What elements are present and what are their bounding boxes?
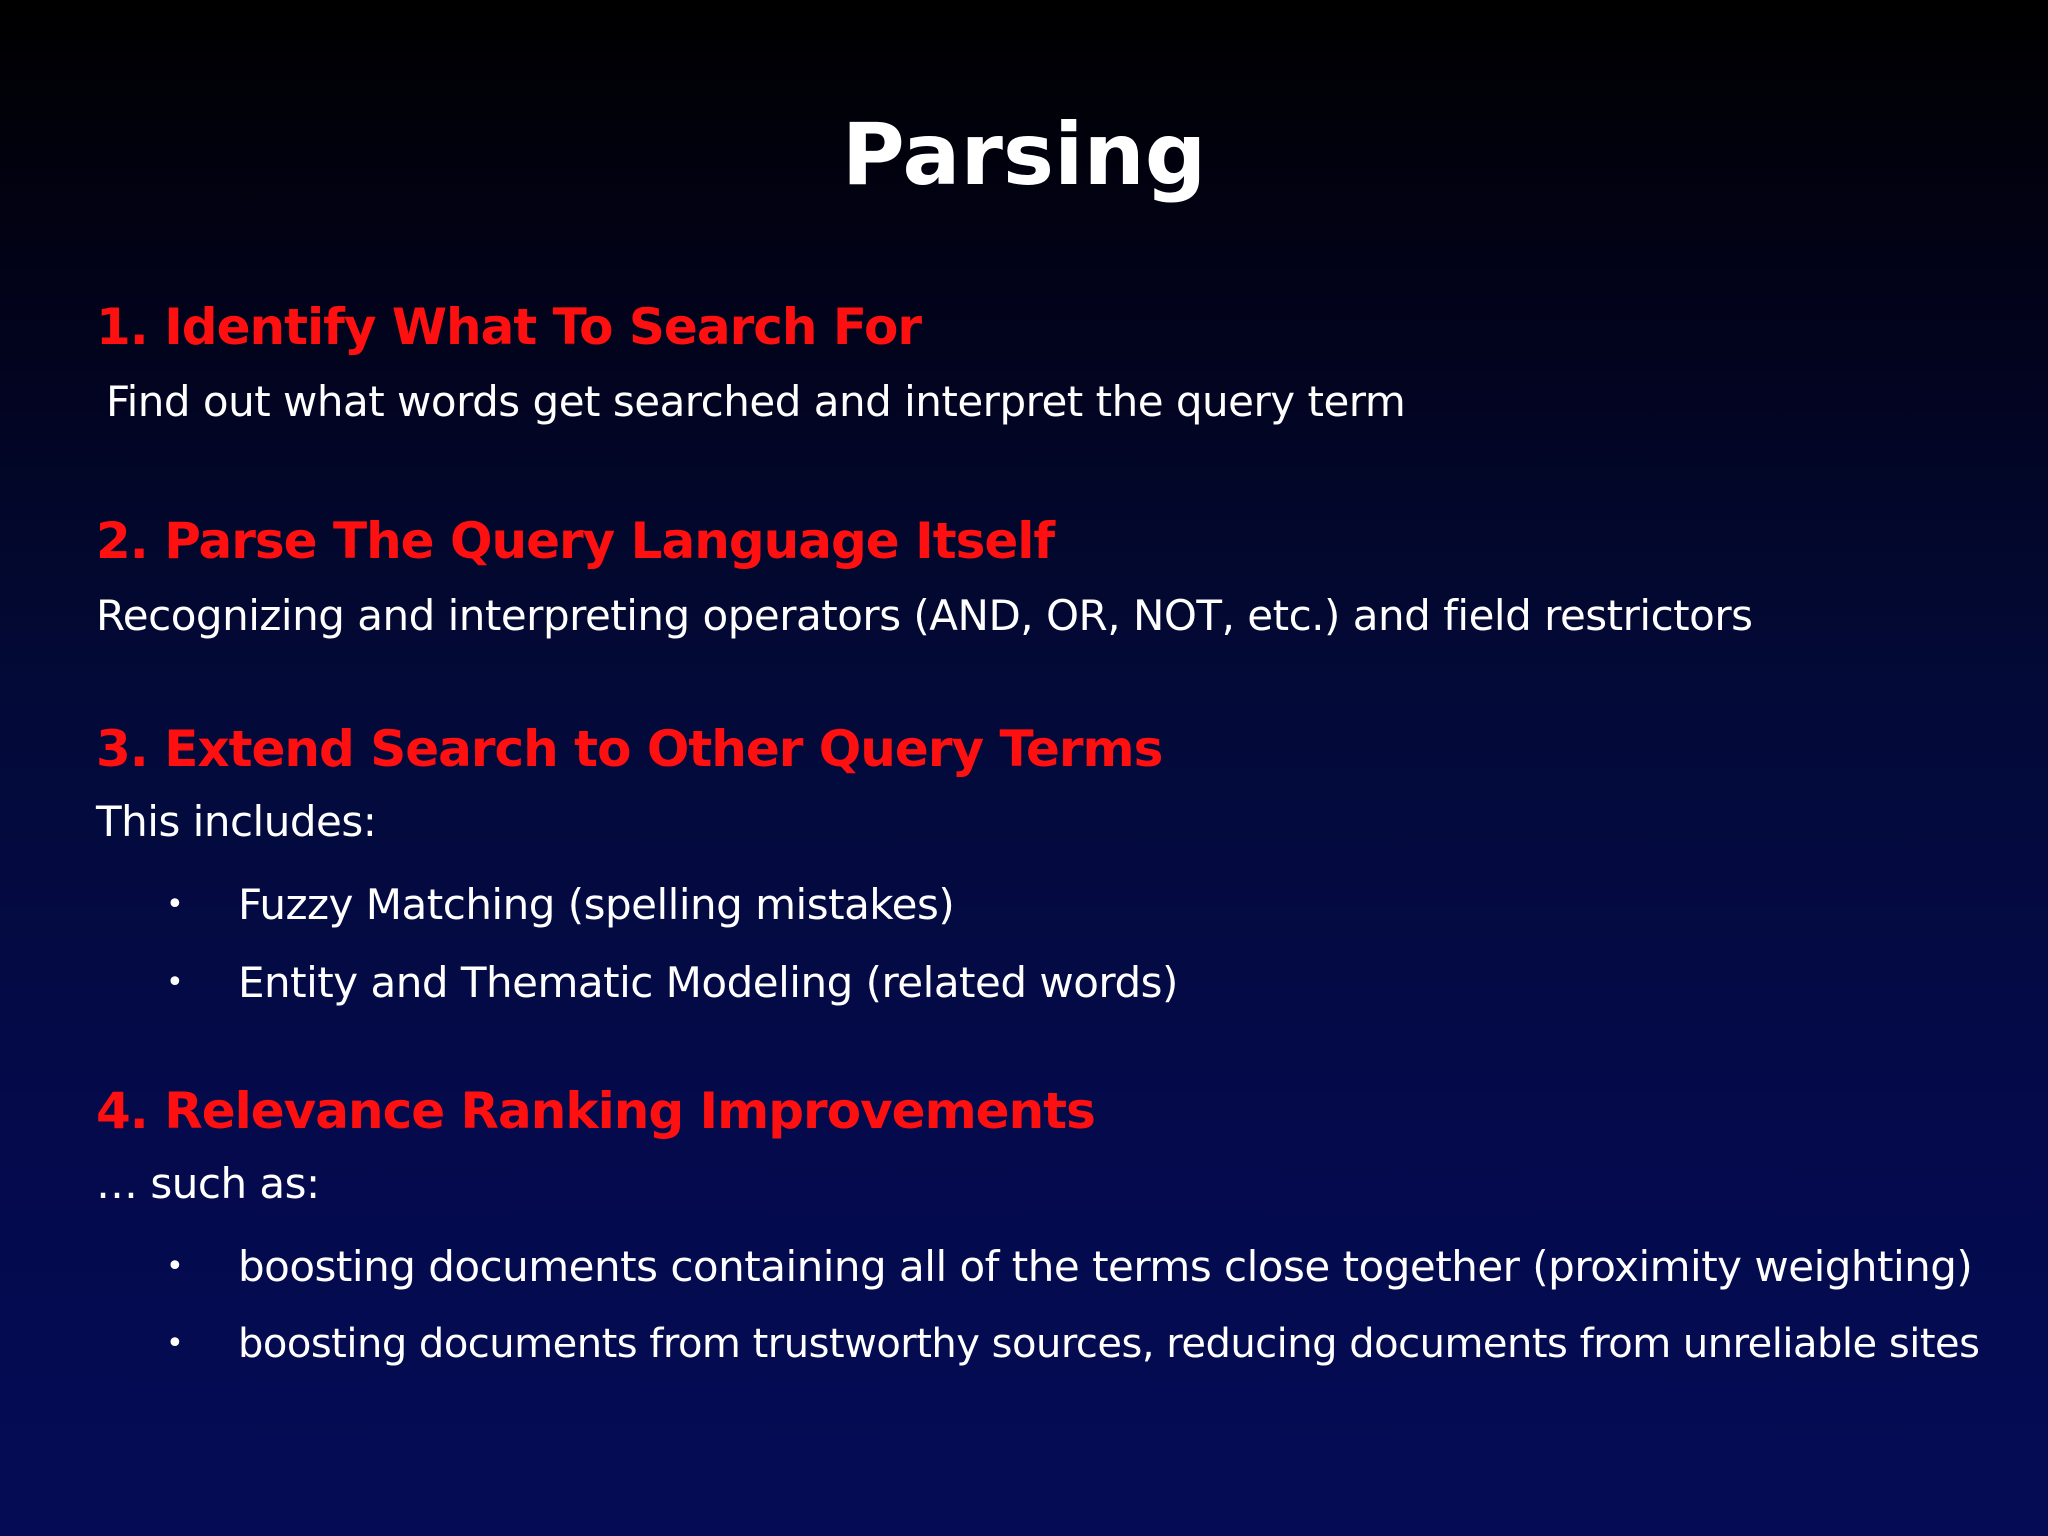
list-item	[166, 952, 1178, 1011]
section-4-text: … such as:	[96, 1159, 320, 1208]
section-2-text: Recognizing and interpreting operators (AND, OR, NOT, etc.) and field restrictors	[96, 591, 1753, 640]
bullet-icon: •	[166, 886, 184, 922]
bullet-icon: •	[166, 964, 184, 1000]
section-3-heading: 3. Extend Search to Other Query Terms	[96, 720, 1163, 778]
slide-title: Parsing	[841, 105, 1207, 205]
section-1-text: Find out what words get searched and interpret the query term	[106, 377, 1406, 426]
section-3-text: This includes:	[96, 797, 377, 846]
bullet-icon: •	[166, 1326, 184, 1361]
list-item	[166, 1236, 1972, 1295]
bullet-text: boosting documents containing all of the terms close together (proximity weighting)	[238, 1241, 1973, 1291]
bullet-icon: •	[166, 1248, 184, 1284]
section-4-heading: 4. Relevance Ranking Improvements	[96, 1082, 1095, 1140]
bullet-text: boosting documents from trustworthy sources, reducing documents from unreliable sites	[238, 1321, 1980, 1367]
bullet-text: Fuzzy Matching (spelling mistakes)	[238, 879, 955, 929]
bullet-text: Entity and Thematic Modeling (related words)	[238, 957, 1178, 1007]
list-item	[166, 874, 954, 933]
section-1-heading: 1. Identify What To Search For	[96, 298, 922, 356]
list-item	[166, 1314, 1979, 1372]
section-2-heading: 2. Parse The Query Language Itself	[96, 512, 1055, 570]
